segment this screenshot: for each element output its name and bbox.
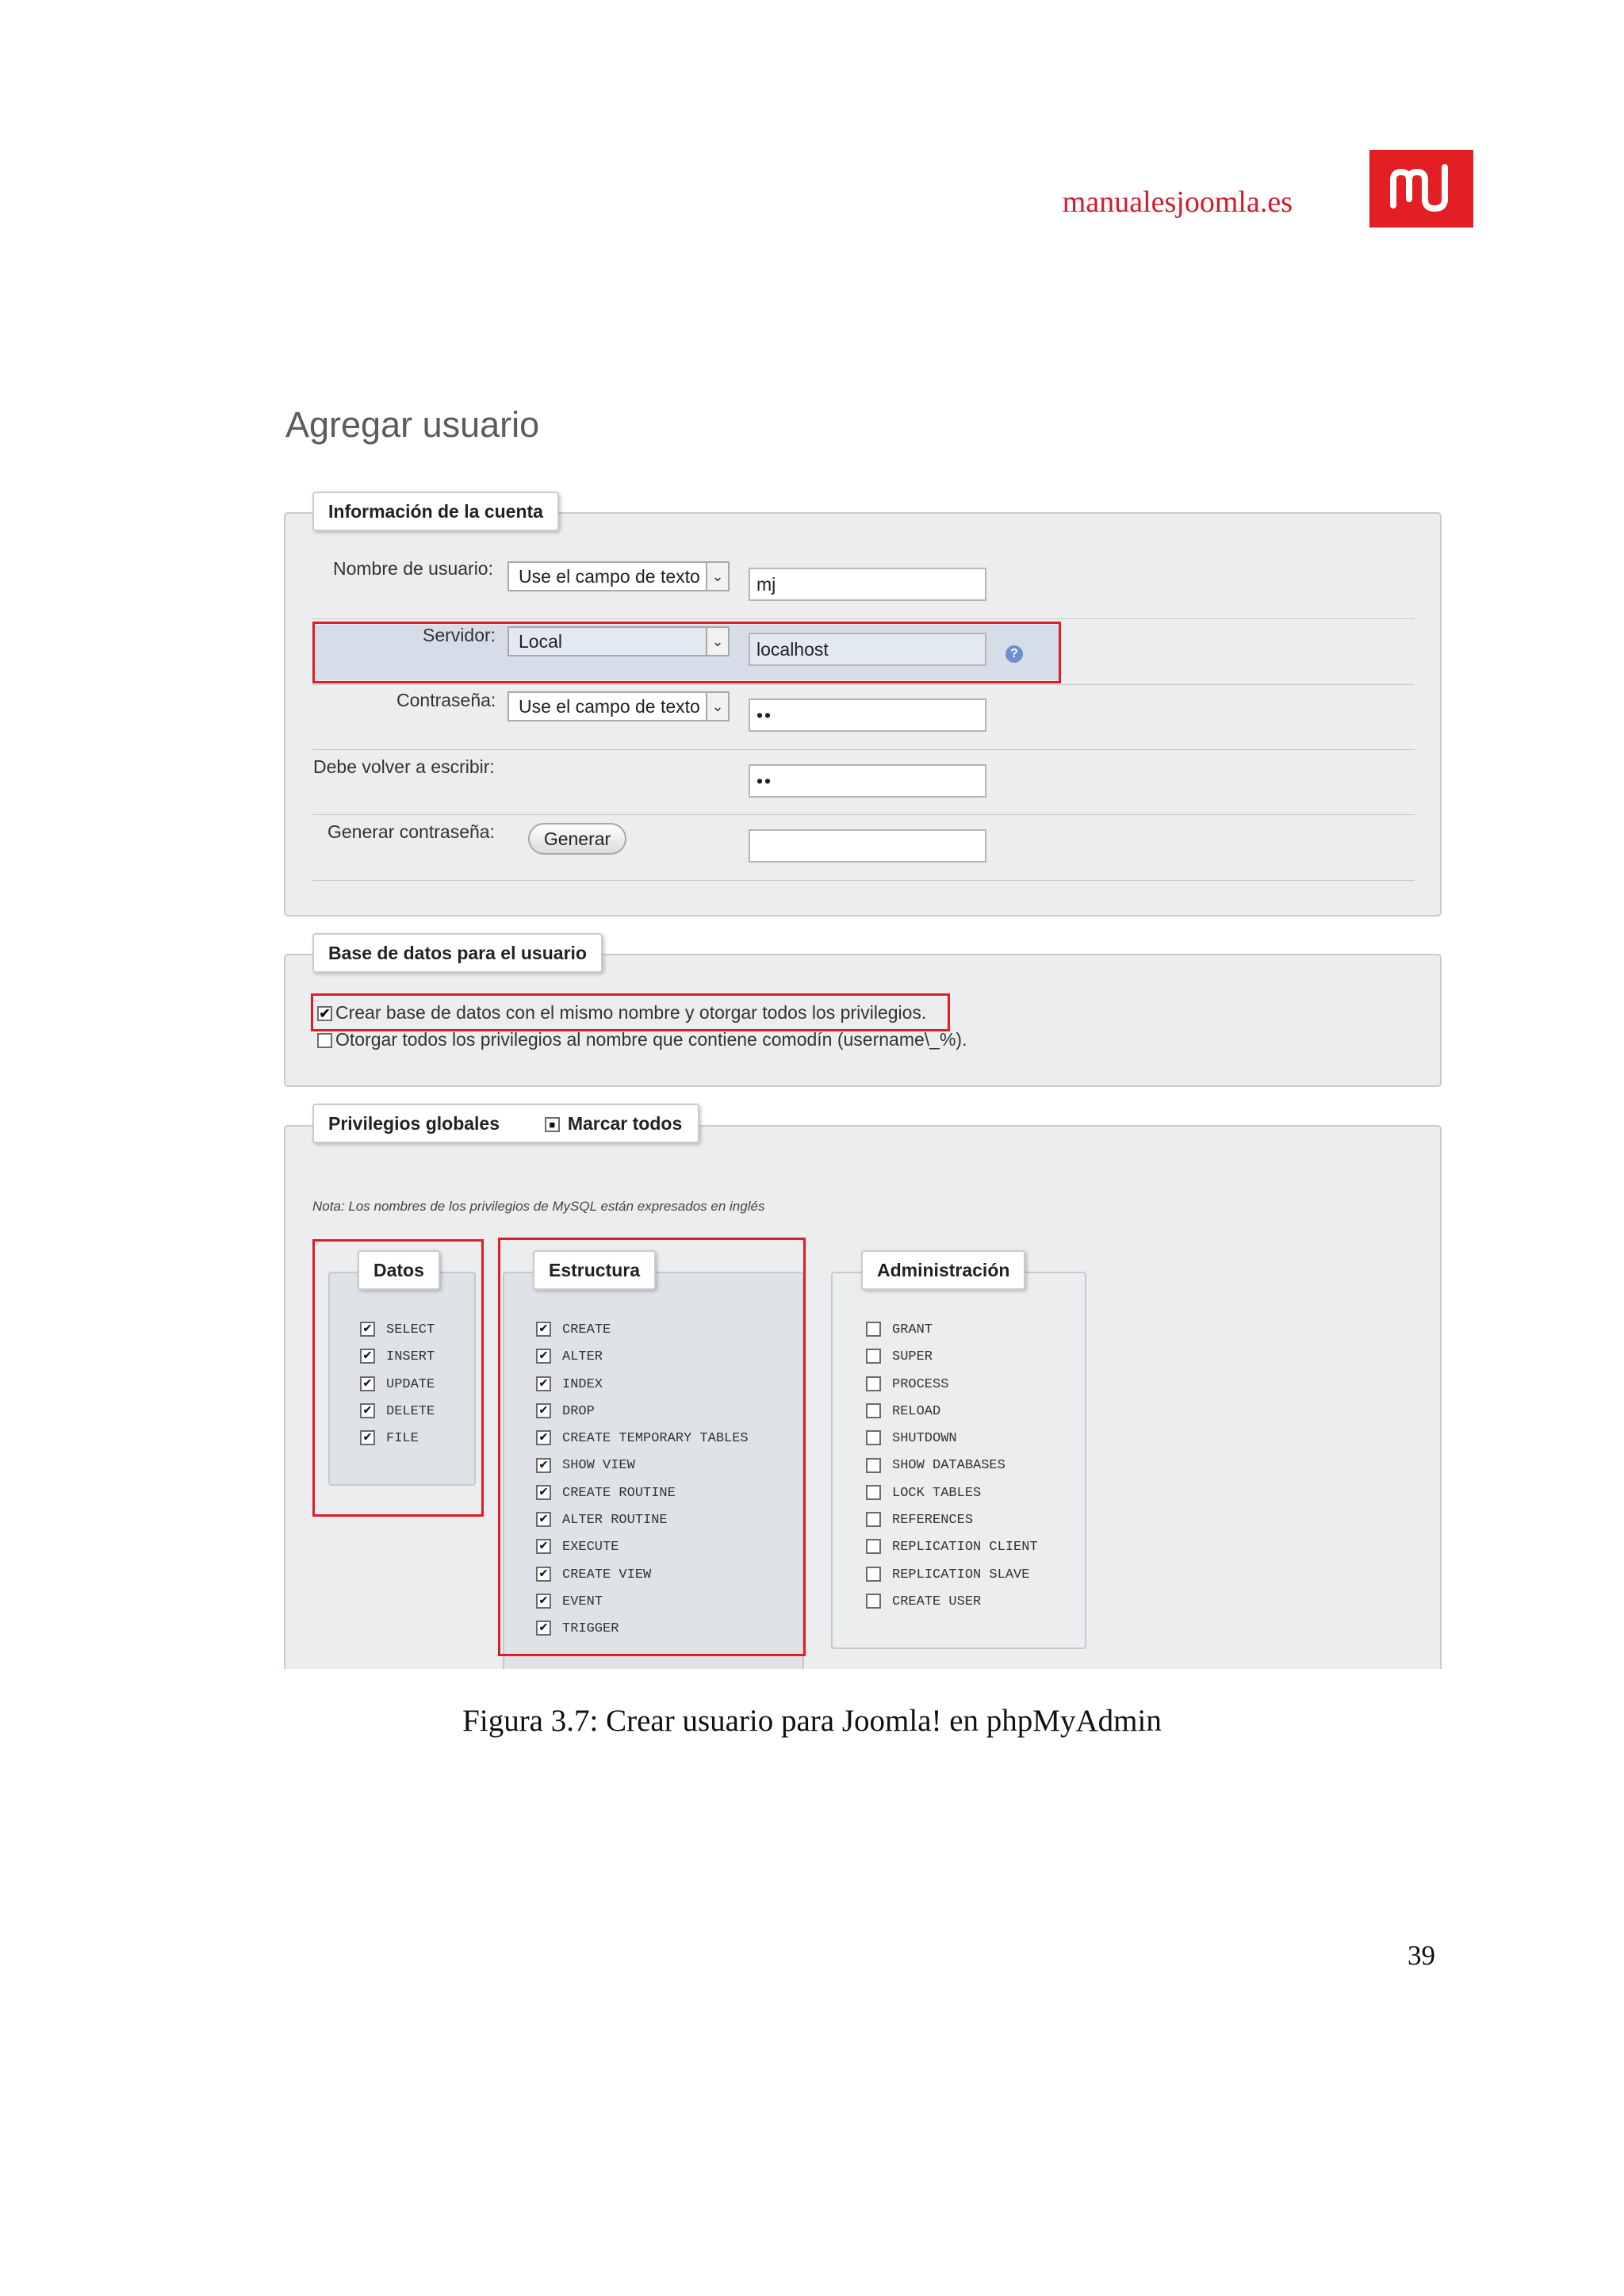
checkbox-checked[interactable]: ✔ (536, 1621, 551, 1636)
checkbox-unchecked[interactable] (866, 1512, 881, 1527)
privilege-references[interactable]: REFERENCES (866, 1507, 1038, 1534)
checkbox-unchecked[interactable] (866, 1458, 881, 1473)
global-privileges-legend (312, 1104, 699, 1143)
checkbox-checked[interactable]: ✔ (360, 1403, 375, 1418)
estructura-legend: Estructura (533, 1250, 656, 1290)
site-name: manualesjoomla.es (1062, 186, 1293, 219)
retype-label: Debe volver a escribir: (313, 756, 495, 777)
check-all-checkbox[interactable]: ■ (545, 1117, 560, 1132)
server-highlight-box (312, 622, 1061, 683)
privilege-reload[interactable]: RELOAD (866, 1399, 1038, 1425)
checkbox-checked[interactable]: ✔ (536, 1512, 551, 1527)
checkbox-unchecked[interactable] (866, 1539, 881, 1554)
help-icon[interactable]: ? (1005, 645, 1023, 663)
privilege-execute[interactable]: ✔ EXECUTE (536, 1534, 749, 1561)
figure-caption: Figura 3.7: Crear usuario para Joomla! en phpMyAdmin (462, 1704, 1162, 1738)
checkbox-checked[interactable]: ✔ (360, 1349, 375, 1364)
chevron-down-icon: ⌄ (706, 693, 728, 720)
privilege-shutdown[interactable]: SHUTDOWN (866, 1425, 1038, 1452)
administracion-legend: Administración (861, 1250, 1025, 1290)
privilege-delete[interactable]: ✔ DELETE (360, 1399, 435, 1425)
privilege-event[interactable]: ✔ EVENT (536, 1589, 749, 1616)
server-label: Servidor: (423, 625, 496, 645)
checkbox-checked[interactable]: ✔ (536, 1403, 551, 1418)
privilege-create-routine[interactable]: ✔ CREATE ROUTINE (536, 1480, 749, 1507)
server-input[interactable]: localhost (749, 633, 986, 666)
checkbox-unchecked[interactable] (866, 1594, 881, 1609)
checkbox-unchecked[interactable] (317, 1033, 332, 1048)
password-label: Contraseña: (396, 690, 496, 710)
estructura-highlight-box (498, 1238, 806, 1656)
privilege-process[interactable]: PROCESS (866, 1372, 1038, 1399)
checkbox-checked[interactable]: ✔ (536, 1594, 551, 1609)
create-database-label: Crear base de datos con el mismo nombre y otorgar todos los privilegios. (335, 1002, 927, 1023)
privilege-show-databases[interactable]: SHOW DATABASES (866, 1452, 1038, 1479)
retype-password-input[interactable]: •• (749, 764, 986, 798)
username-select-value: Use el campo de texto (519, 566, 700, 587)
privilege-show-view[interactable]: ✔ SHOW VIEW (536, 1452, 749, 1479)
row-divider (312, 880, 1415, 881)
datos-legend: Datos (358, 1250, 440, 1290)
checkbox-checked[interactable]: ✔ (536, 1485, 551, 1500)
username-label: Nombre de usuario: (333, 558, 493, 579)
privilege-create-temporary-tables[interactable]: ✔ CREATE TEMPORARY TABLES (536, 1425, 749, 1452)
chevron-down-icon: ⌄ (706, 628, 728, 655)
privilege-index[interactable]: ✔ INDEX (536, 1372, 749, 1399)
checkbox-checked[interactable]: ✔ (536, 1349, 551, 1364)
generate-label: Generar contraseña: (327, 821, 495, 842)
privileges-note: Nota: Los nombres de los privilegios de MySQL están expresados en inglés (312, 1199, 765, 1214)
checkbox-checked[interactable]: ✔ (536, 1376, 551, 1391)
account-info-legend: Información de la cuenta (312, 492, 559, 531)
checkbox-unchecked[interactable] (866, 1485, 881, 1500)
checkbox-checked[interactable]: ✔ (360, 1322, 375, 1337)
checkbox-checked[interactable]: ✔ (360, 1430, 375, 1445)
logo-mj-icon (1369, 150, 1473, 228)
datos-highlight-box (312, 1239, 484, 1517)
privilege-create-user[interactable]: CREATE USER (866, 1589, 1038, 1616)
privilege-update[interactable]: ✔ UPDATE (360, 1372, 435, 1399)
privilege-trigger[interactable]: ✔ TRIGGER (536, 1616, 749, 1643)
check-all-label[interactable]: Marcar todos (567, 1113, 683, 1134)
checkbox-checked[interactable]: ✔ (536, 1567, 551, 1582)
privilege-alter[interactable]: ✔ ALTER (536, 1344, 749, 1371)
checkbox-unchecked[interactable] (866, 1349, 881, 1364)
password-select[interactable] (508, 691, 730, 721)
checkbox-unchecked[interactable] (866, 1567, 881, 1582)
privilege-file[interactable]: ✔ FILE (360, 1425, 435, 1452)
database-legend: Base de datos para el usuario (312, 933, 603, 973)
username-input[interactable]: mj (749, 568, 986, 601)
checkbox-unchecked[interactable] (866, 1376, 881, 1391)
page-title: Agregar usuario (285, 404, 540, 445)
privilege-select[interactable]: ✔ SELECT (360, 1317, 435, 1344)
checkbox-checked[interactable]: ✔ (360, 1376, 375, 1391)
server-select-value: Local (519, 631, 562, 652)
generate-button[interactable]: Generar (528, 823, 626, 855)
create-database-highlight-box (311, 993, 950, 1031)
privilege-create-view[interactable]: ✔ CREATE VIEW (536, 1562, 749, 1589)
row-divider (312, 618, 1415, 619)
checkbox-checked[interactable]: ✔ (536, 1322, 551, 1337)
row-divider (312, 814, 1415, 815)
privilege-replication-slave[interactable]: REPLICATION SLAVE (866, 1562, 1038, 1589)
checkbox-unchecked[interactable] (866, 1403, 881, 1418)
privilege-drop[interactable]: ✔ DROP (536, 1399, 749, 1425)
privilege-alter-routine[interactable]: ✔ ALTER ROUTINE (536, 1507, 749, 1534)
page-number: 39 (1408, 1940, 1435, 1971)
global-privileges-title: Privilegios globales (328, 1113, 500, 1134)
privilege-grant[interactable]: GRANT (866, 1317, 1038, 1344)
privilege-super[interactable]: SUPER (866, 1344, 1038, 1371)
privilege-lock-tables[interactable]: LOCK TABLES (866, 1480, 1038, 1507)
checkbox-checked[interactable]: ✔ (536, 1539, 551, 1554)
privilege-replication-client[interactable]: REPLICATION CLIENT (866, 1534, 1038, 1561)
chevron-down-icon: ⌄ (706, 563, 728, 590)
checkbox-unchecked[interactable] (866, 1322, 881, 1337)
password-input[interactable]: •• (749, 698, 986, 732)
generated-password-input[interactable] (749, 829, 986, 863)
wildcard-option[interactable] (317, 1029, 967, 1050)
row-divider (312, 684, 1415, 685)
administracion-privilege-list (866, 1317, 1038, 1616)
logo (1369, 150, 1473, 228)
row-divider (312, 749, 1415, 750)
phpmyadmin-screenshot (284, 396, 1443, 1669)
checkbox-checked[interactable]: ✔ (536, 1458, 551, 1473)
wildcard-label: Otorgar todos los privilegios al nombre que contiene comodín (username\_%). (335, 1029, 967, 1050)
privilege-insert[interactable]: ✔ INSERT (360, 1344, 435, 1371)
checkbox-checked[interactable]: ✔ (536, 1430, 551, 1445)
checkbox-checked[interactable]: ✔ (317, 1006, 332, 1021)
password-select-value: Use el campo de texto (519, 696, 700, 717)
username-select[interactable] (508, 561, 730, 591)
privilege-create[interactable]: ✔ CREATE (536, 1317, 749, 1344)
checkbox-unchecked[interactable] (866, 1430, 881, 1445)
